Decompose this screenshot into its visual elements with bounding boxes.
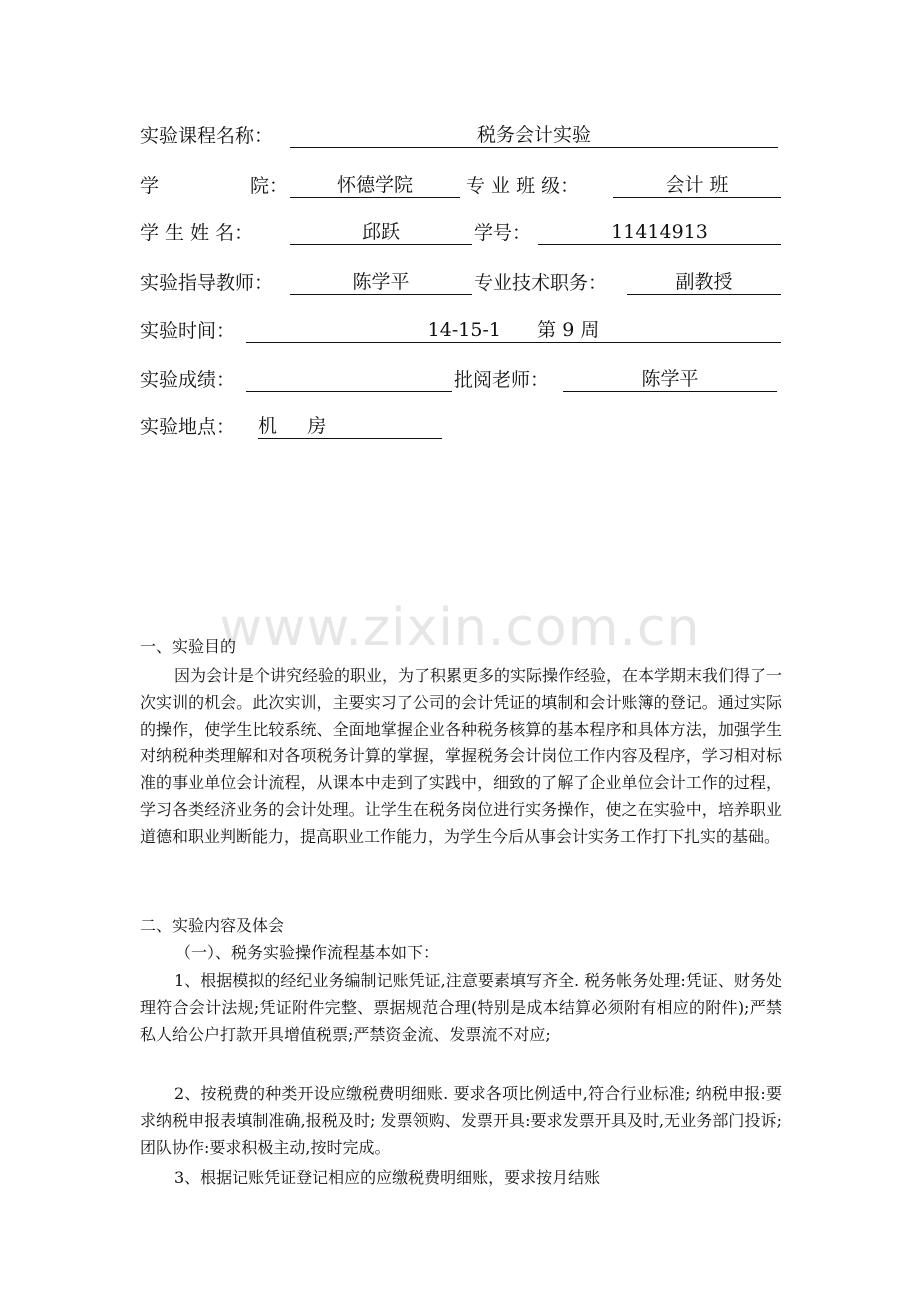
- procedure-item-2: 2、按税费的种类开设应缴税费明细账. 要求各项比例适中,符合行业标准; 纳税申报:要求纳税申报表填制准确,报税及时; 发票领购、发票开具:要求发票开具及时,无业务部门投诉; 团队协作:要求积极主动,按时完成。: [140, 1084, 782, 1157]
- time-value: 14-15-1 第 9 周: [246, 316, 781, 343]
- time-row: [140, 316, 782, 346]
- major-class-value: 会计 班: [613, 171, 781, 198]
- teacher-row: [140, 268, 782, 298]
- student-name-value: 邱跃: [290, 218, 472, 245]
- watermark: www.zixin.com.cn: [219, 598, 701, 658]
- section-1-body: 因为会计是个讲究经验的职业，为了积累更多的实际操作经验，在本学期末我们得了一次实训的机会。此次实训，主要实习了公司的会计凭证的填制和会计账簿的登记。通过实际的操作，使学生比较系统、全面地掌握企业各种税务核算的基本程序和具体方法，加强学生对纳税种类理解和对各项税务计算的掌握，掌握税务会计岗位工作内容及程序，学习相对标准的事业单位会计流程，从课本中走到了实践中，细致的了解了企业单位会计工作的过程，学习各类经济业务的会计处理。让学生在税务岗位进行实务操作，使之在实验中，培养职业道德和职业判断能力，提高职业工作能力，为学生今后从事会计实务工作打下扎实的基础。: [140, 666, 783, 846]
- college-label: 院：: [250, 175, 289, 197]
- place-value: 机 房: [258, 412, 442, 439]
- section-2-heading: 二、实验内容及体会: [140, 916, 285, 935]
- grade-value: [246, 365, 452, 392]
- college-row: [140, 171, 782, 201]
- grade-row: [140, 365, 782, 395]
- procedure-item-1: 1、根据模拟的经纪业务编制记账凭证,注意要素填写齐全. 税务帐务处理:凭证、财务处理符合会计法规;凭证附件完整、票据规范合理(特别是成本结算必须附有相应的附件);严禁私人给公户打款开具增值税票;严禁资金流、发票流不对应;: [140, 971, 782, 1044]
- section-2-subheading: （一）、税务实验操作流程基本如下：: [175, 943, 440, 962]
- student-row: [140, 218, 782, 248]
- course-name-value: 税务会计实验: [290, 121, 778, 148]
- student-id-label: 学号：: [474, 222, 532, 244]
- course-name-row: [140, 121, 782, 151]
- major-class-label: 专 业 班 级：: [466, 175, 580, 197]
- place-row: [140, 412, 460, 442]
- section-1-heading: 一、实验目的: [140, 637, 237, 656]
- teacher-label: 实验指导教师：: [140, 272, 274, 294]
- reviewer-label: 批阅老师：: [454, 369, 550, 391]
- grade-label: 实验成绩：: [140, 369, 236, 391]
- place-label: 实验地点：: [140, 416, 236, 438]
- procedure-item-3: 3、根据记账凭证登记相应的应缴税费明细账，要求按月结账: [174, 1168, 601, 1187]
- college-value: 怀德学院: [290, 171, 460, 198]
- reviewer-value: 陈学平: [563, 365, 777, 392]
- course-name-label: 实验课程名称：: [140, 125, 274, 147]
- teacher-title-label: 专业技术职务：: [474, 272, 608, 294]
- college-label-char: 学: [140, 175, 160, 197]
- teacher-value: 陈学平: [290, 268, 472, 295]
- teacher-title-value: 副教授: [627, 268, 781, 295]
- student-id-value: 11414913: [538, 218, 781, 245]
- time-label: 实验时间：: [140, 320, 236, 342]
- student-name-label: 学 生 姓 名：: [140, 222, 254, 244]
